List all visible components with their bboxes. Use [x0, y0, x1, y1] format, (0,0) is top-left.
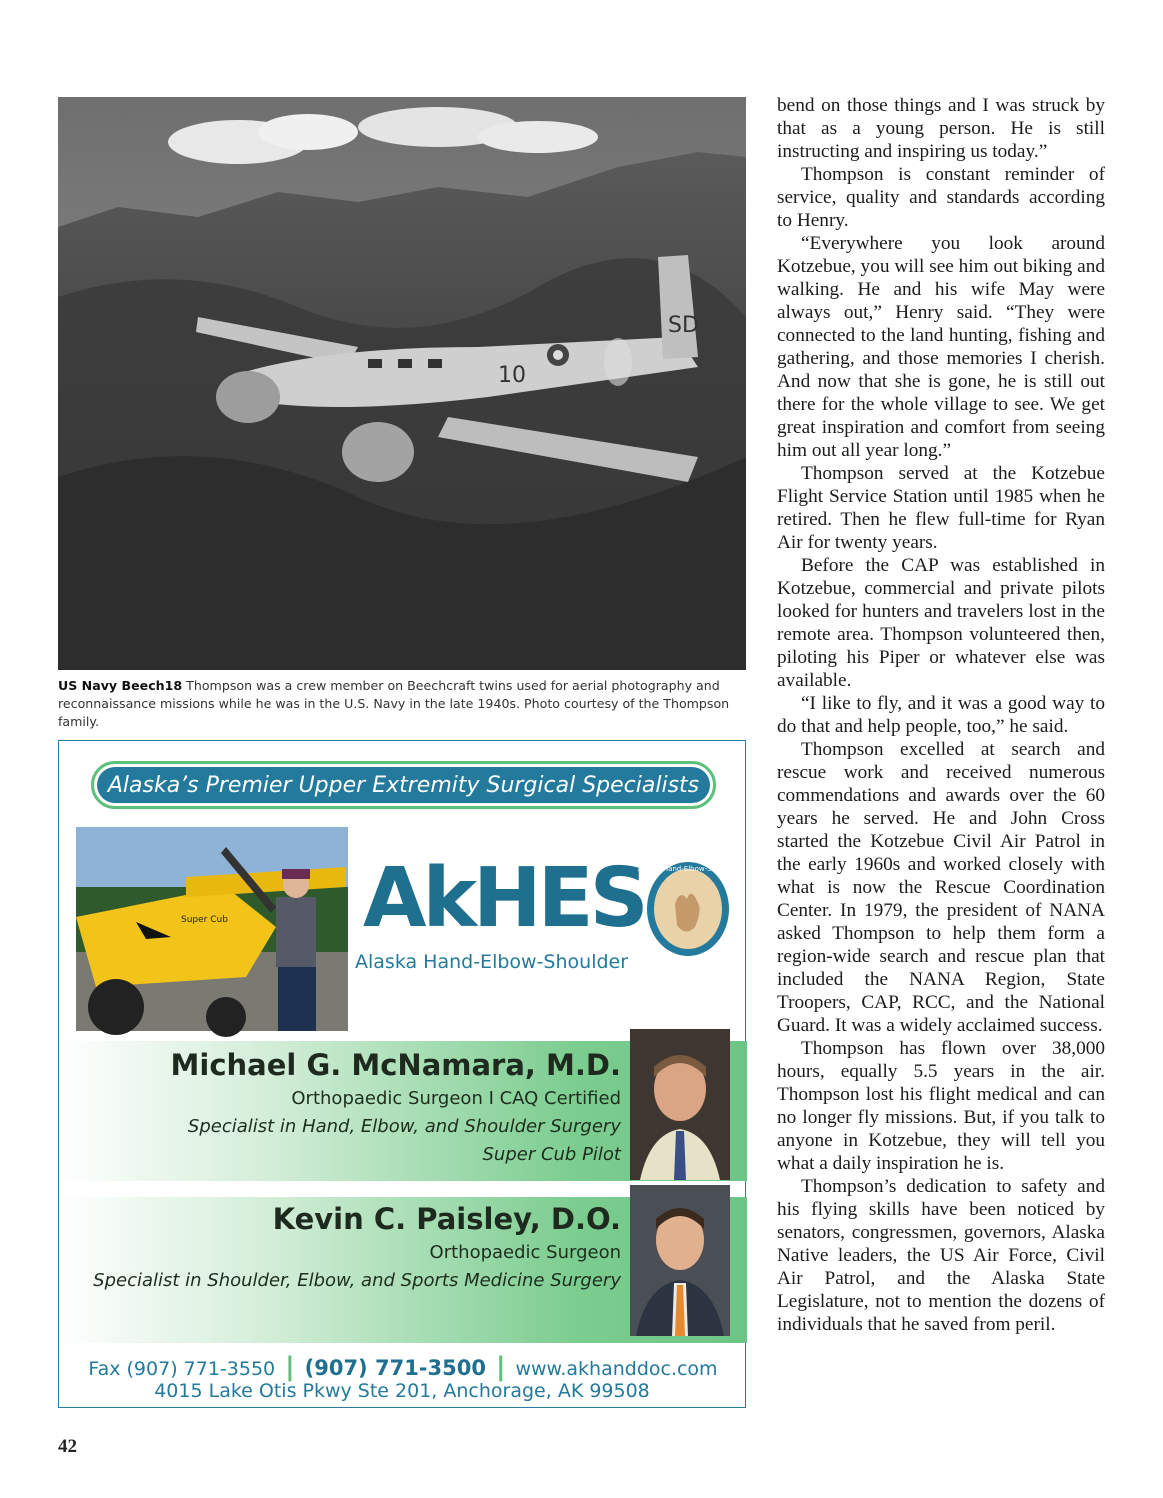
logo-wordmark: AkHES [363, 851, 645, 946]
phone-number[interactable]: (907) 771-3500 [304, 1356, 486, 1380]
article-paragraph: Thompson served at the Kotzebue Flight Service Station until 1985 when he retired. Then he flew full-time for Ryan Air for twenty years. [777, 463, 1105, 553]
article-paragraph: Thompson is constant reminder of service, quality and standards according to Henry. [777, 164, 1105, 231]
doctor1-note: Super Cub Pilot [482, 1144, 621, 1165]
page-number: 42 [58, 1436, 77, 1457]
tail-marking: SD [668, 313, 699, 338]
article-paragraph: Thompson’s dedication to safety and his flying skills have been noticed by senators, congressmen, governors, Alaska Native leaders, the US Air Force, Civil Air Patrol, and the Alaska State Legislature, not to mention the dozens of individuals that he saved from peril. [777, 1176, 1105, 1335]
doctor2-title: Orthopaedic Surgeon [429, 1242, 621, 1263]
doctor2-specialty: Specialist in Shoulder, Elbow, and Sports Medicine Surgery [93, 1270, 621, 1291]
akhes-logo [355, 851, 649, 1001]
separator: | [285, 1352, 295, 1382]
doctor2-headshot [630, 1185, 730, 1336]
caption-bold: US Navy Beech18 [58, 678, 183, 693]
akhes-advertisement [58, 740, 746, 1408]
fuselage-marking: 10 [498, 363, 526, 388]
article-paragraph: Thompson has flown over 38,000 hours, equally 5.5 years in the air. Thompson lost his flight medical and can no longer fly missions. But, if you talk to anyone in Kotzebue, they will tell you what a daily inspiration he is. [777, 1038, 1105, 1174]
doctor1-name: Michael G. McNamara, M.D. [170, 1048, 621, 1082]
hand-seal-icon [637, 859, 739, 959]
website-link[interactable]: www.akhanddoc.com [515, 1358, 718, 1380]
clinic-address: 4015 Lake Otis Pkwy Ste 201, Anchorage, AK 99508 [154, 1380, 650, 1402]
doctor1-specialty: Specialist in Hand, Elbow, and Shoulder Surgery [187, 1116, 621, 1137]
article-paragraph: “Everywhere you look around Kotzebue, you will see him out biking and walking. He and his wife May were always out,” Henry said. “They were connected to the land hunting, fishing and gathering, and those memories I cherish. And now that she is gone, he is still out there for the whole village to see. We get great inspiration and comfort from seeing him out all year long.” [777, 233, 1105, 461]
article-paragraph: Before the CAP was established in Kotzebue, commercial and private pilots looked for hunters and travelers lost in the remote area. Thompson volunteered then, piloting his Piper or whatever else was available. [777, 555, 1105, 691]
contact-line [59, 1353, 747, 1383]
article-column [777, 94, 1105, 1336]
caption-text: Thompson was a crew member on Beechcraft twins used for aerial photography and reconnaissance missions while he was in the U.S. Navy in the late 1940s. Photo courtesy of the Thompson family. [58, 678, 730, 729]
article-paragraph: bend on those things and I was struck by that as a young person. He is still instructing and inspiring us today.” [777, 95, 1105, 162]
super-cub-photo [76, 827, 348, 1031]
logo-subtitle: Alaska Hand-Elbow-Shoulder [355, 951, 629, 973]
aircraft-photo [58, 97, 746, 670]
separator: | [495, 1352, 506, 1382]
seal-text: Alaska Hand-Elbow-Shoulder [637, 865, 739, 873]
fax-number: Fax (907) 771-3550 [88, 1358, 276, 1380]
banner-text: Alaska’s Premier Upper Extremity Surgical Specialists [107, 772, 700, 798]
article-paragraph: “I like to fly, and it was a good way to do that and help people, too,” he said. [777, 693, 1105, 737]
ad-banner [91, 761, 716, 809]
doctor1-headshot [630, 1029, 730, 1180]
photo-caption [58, 677, 748, 731]
beech18-illustration [58, 97, 746, 670]
plane-label: Super Cub [181, 915, 228, 925]
doctor2-name: Kevin C. Paisley, D.O. [272, 1202, 621, 1236]
doctor1-title: Orthopaedic Surgeon I CAQ Certified [291, 1088, 621, 1109]
article-paragraph: Thompson excelled at search and rescue work and received numerous commendations and awards over the 60 years he served. He and John Cross started the Kotzebue Civil Air Patrol in the early 1960s and worked closely with what is now the Rescue Coordination Center. In 1979, the president of NANA asked Thompson to help them form a region-wide search and rescue plan that included the NANA Region, State Troopers, CAP, RCC, and the National Guard. It was a widely acclaimed success. [777, 739, 1105, 1036]
